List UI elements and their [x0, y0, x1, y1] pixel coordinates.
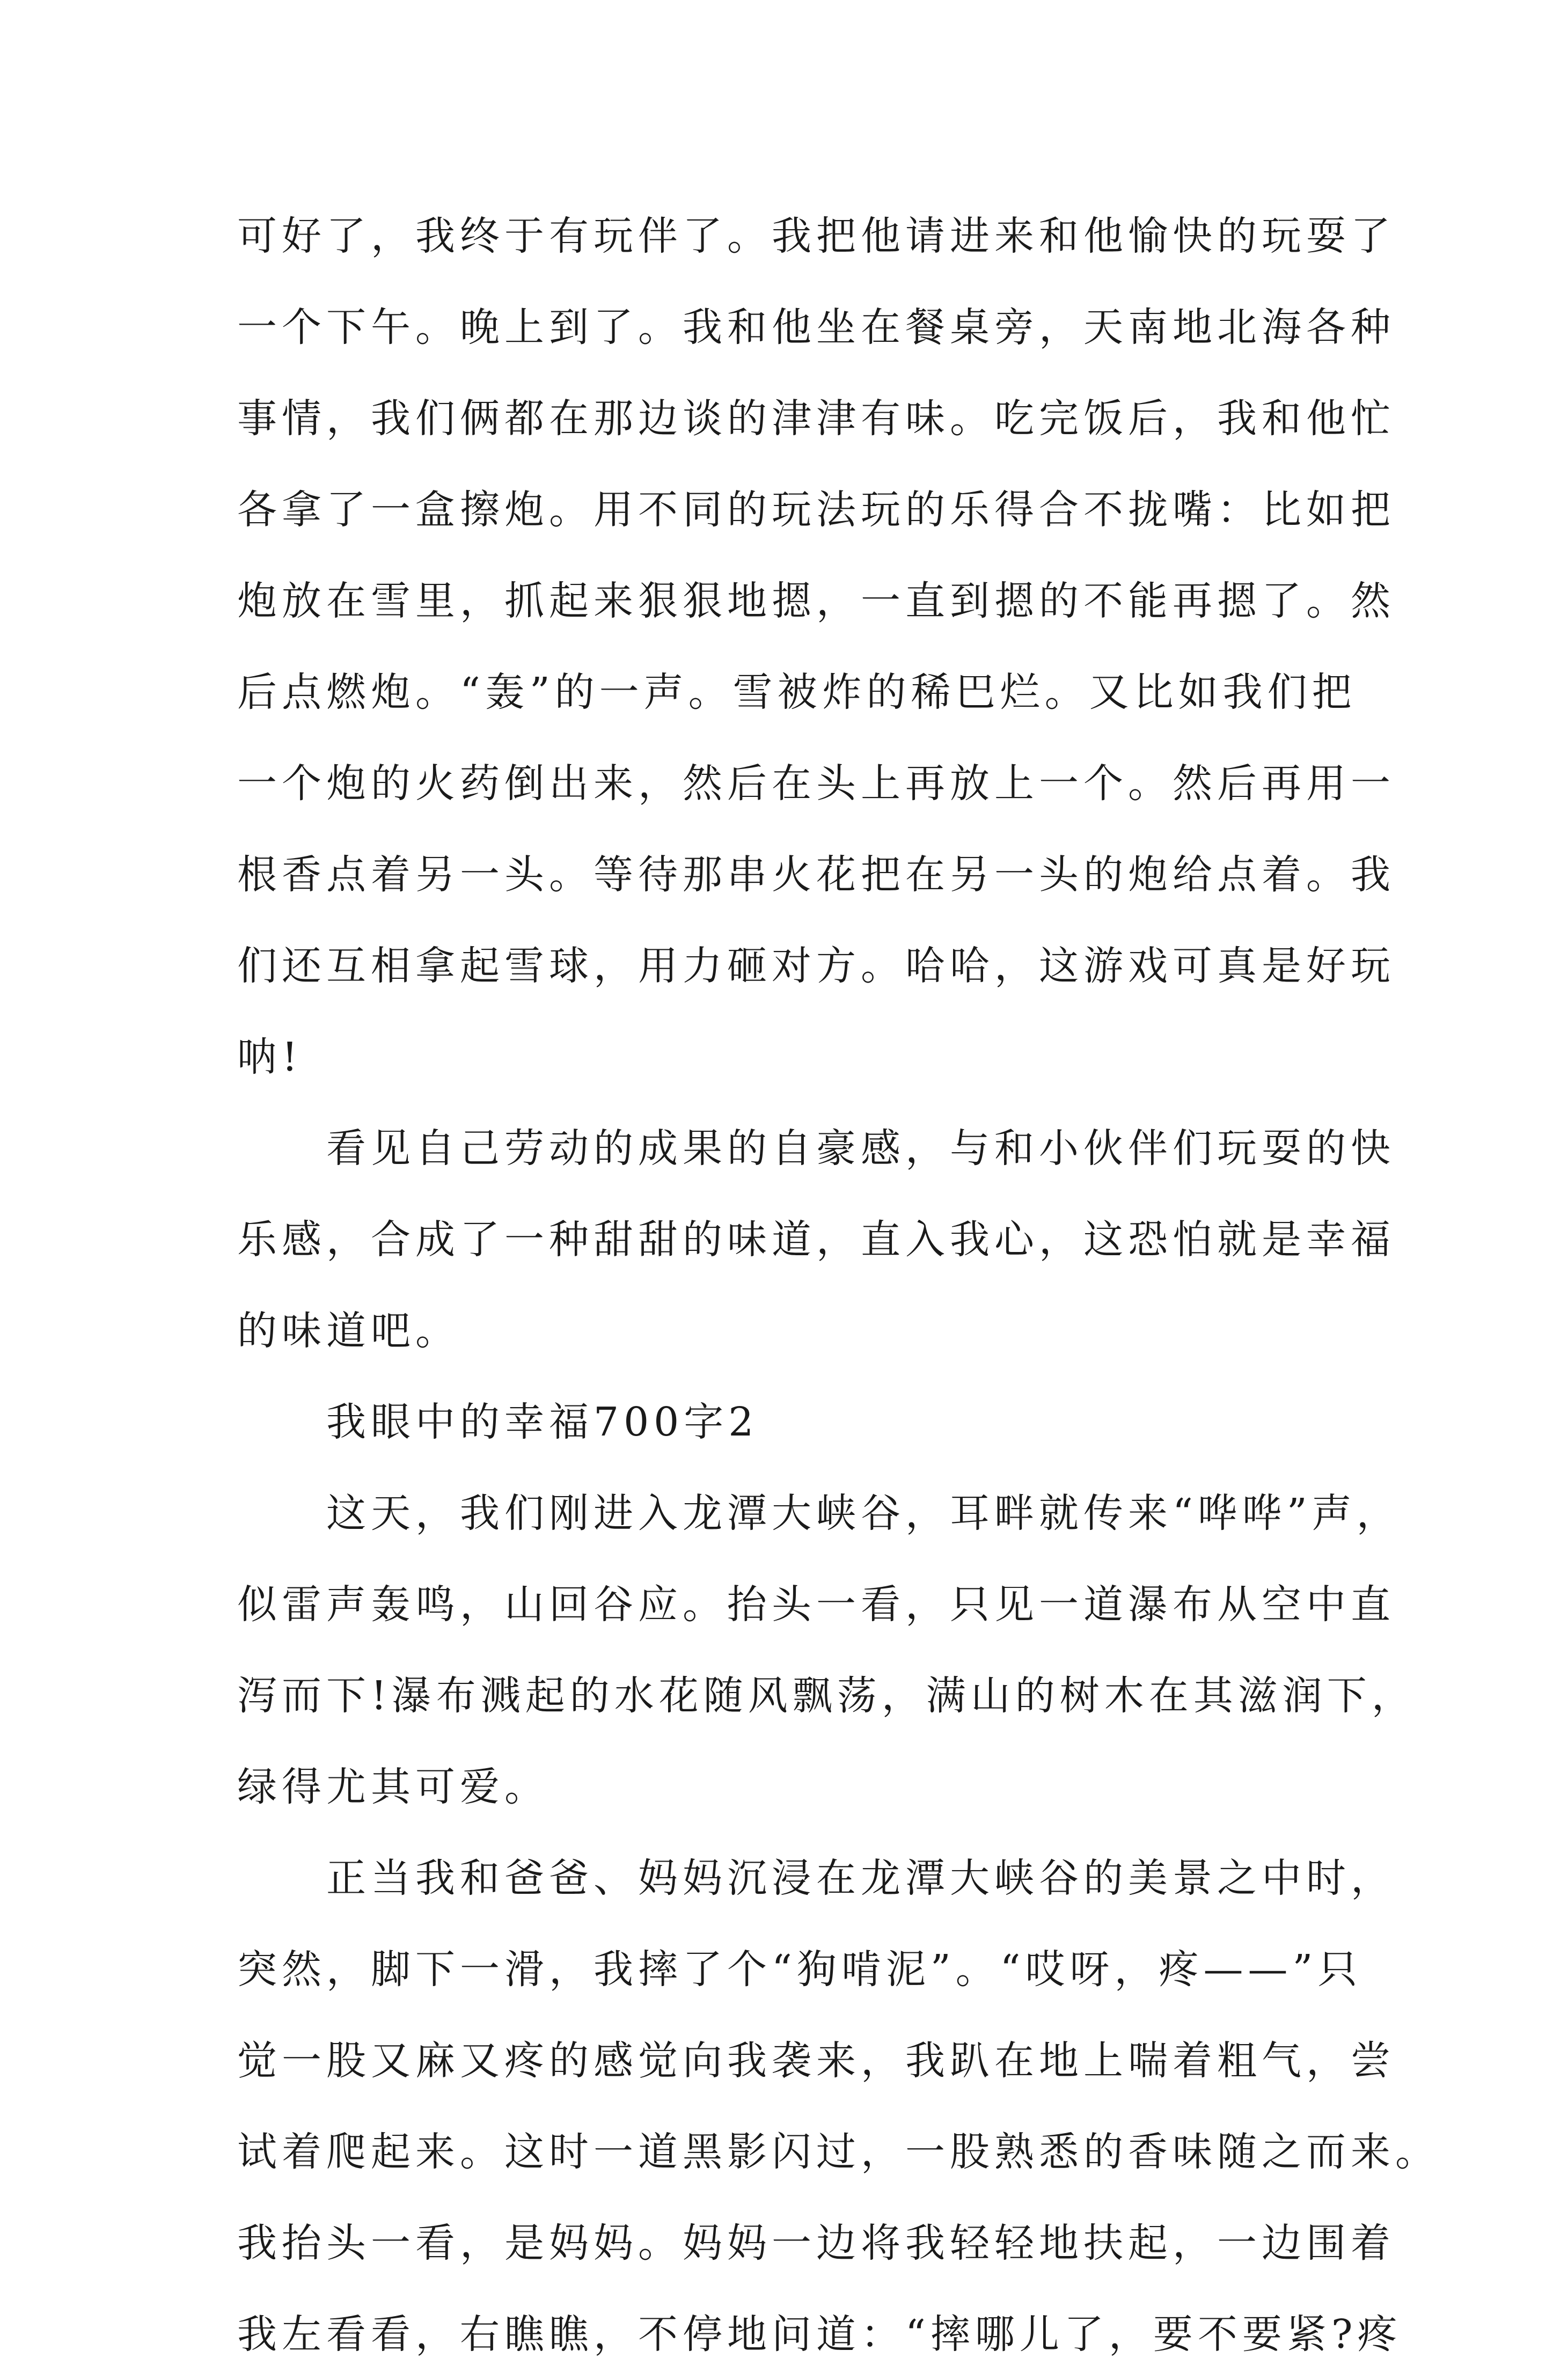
text-line: 炮放在雪里，抓起来狠狠地摁，一直到摁的不能再摁了。然 [237, 578, 1395, 624]
text-line: 我抬头一看，是妈妈。妈妈一边将我轻轻地扶起，一边围着 [237, 2220, 1395, 2266]
text-line: 后点燃炮。“轰”的一声。雪被炸的稀巴烂。又比如我们把 [237, 669, 1357, 715]
text-line: 似雷声轰鸣，山回谷应。抬头一看，只见一道瀑布从空中直 [237, 1581, 1395, 1628]
text-line: 根香点着另一头。等待那串火花把在另一头的炮给点着。我 [237, 852, 1395, 898]
text-line: 试着爬起来。这时一道黑影闪过，一股熟悉的香味随之而来。 [237, 2129, 1440, 2175]
text-line: 这天，我们刚进入龙潭大峡谷，耳畔就传来“哗哗”声， [326, 1490, 1401, 1536]
section-heading [237, 1376, 1332, 1468]
text-line: 绿得尤其可爱。 [237, 1764, 549, 1810]
paragraph-3 [237, 1468, 1416, 1833]
text-line: 呐! [237, 1034, 303, 1080]
text-line: 泻而下!瀑布溅起的水花随风飘荡，满山的树木在其滋润下， [237, 1673, 1416, 1719]
text-line: 事情，我们俩都在那边谈的津津有味。吃完饭后，我和他忙 [237, 396, 1395, 442]
essay-body [237, 191, 1440, 2380]
paragraph-1 [237, 191, 1395, 1103]
text-line: 可好了，我终于有玩伴了。我把他请进来和他愉快的玩耍了 [237, 213, 1395, 259]
text-line: 正当我和爸爸、妈妈沉浸在龙潭大峡谷的美景之中时， [326, 1855, 1395, 1901]
text-line: 的味道吧。 [237, 1308, 460, 1354]
text-line: 一个下午。晚上到了。我和他坐在餐桌旁，天南地北海各种 [237, 304, 1395, 350]
text-line: 乐感，合成了一种甜甜的味道，直入我心，这恐怕就是幸福 [237, 1217, 1395, 1263]
text-line: 看见自己劳动的成果的自豪感，与和小伙伴们玩耍的快 [326, 1125, 1395, 1171]
heading-text: 我眼中的幸福700字2 [326, 1399, 759, 1445]
paragraph-2 [237, 1103, 1395, 1376]
text-line: 突然，脚下一滑，我摔了个“狗啃泥”。“哎呀，疼——”只 [237, 1946, 1362, 1993]
text-line: 我左看看，右瞧瞧，不停地问道：“摔哪儿了，要不要紧?疼 [237, 2311, 1402, 2357]
text-line: 觉一股又麻又疼的感觉向我袭来，我趴在地上喘着粗气，尝 [237, 2038, 1395, 2084]
paragraph-4 [237, 1833, 1440, 2380]
text-line: 们还互相拿起雪球，用力砸对方。哈哈，这游戏可真是好玩 [237, 943, 1395, 989]
text-line: 各拿了一盒擦炮。用不同的玩法玩的乐得合不拢嘴：比如把 [237, 487, 1395, 533]
text-line: 一个炮的火药倒出来，然后在头上再放上一个。然后再用一 [237, 760, 1395, 807]
